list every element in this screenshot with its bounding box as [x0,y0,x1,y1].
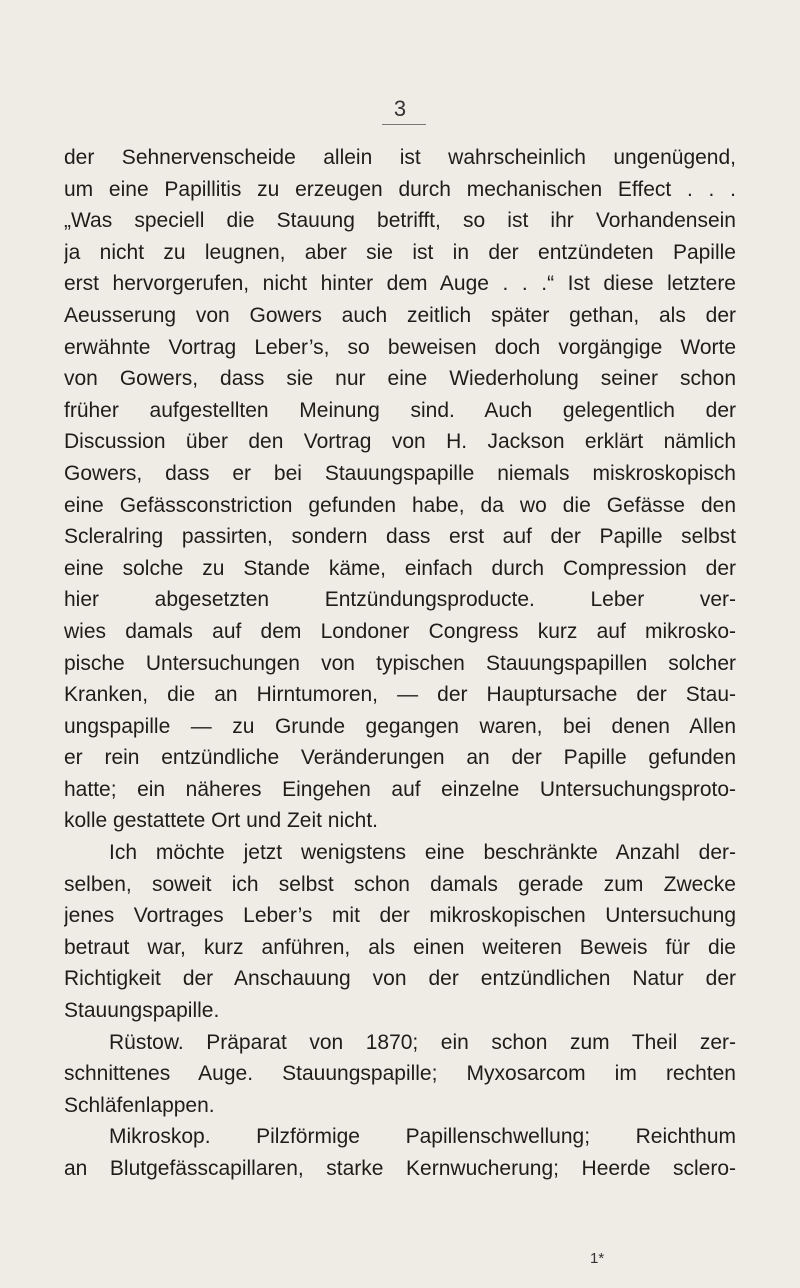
text-line: Aeusserung von Gowers auch zeitlich später gethan, als der [64,303,736,327]
text-line: „Was speciell die Stauung betrifft, so ist ihr Vorhandensein [64,209,736,233]
body-text [64,142,736,1185]
text-line: erst hervorgerufen, nicht hinter dem Auge . . .“ Ist diese letztere [64,272,736,296]
text-line: an Blutgefässcapillaren, starke Kernwucherung; Heerde sclero- [64,1157,736,1180]
text-line: wies damals auf dem Londoner Congress kurz auf mikrosko- [64,619,736,643]
text-line: Scleralring passirten, sondern dass erst auf der Papille selbst [64,525,736,549]
text-line: früher aufgestellten Meinung sind. Auch gelegentlich der [64,398,736,422]
text-line: der Sehnervenscheide allein ist wahrscheinlich ungenügend, [64,146,736,169]
text-line: ungspapille — zu Grunde gegangen waren, bei denen Allen [64,714,736,738]
text-line: er rein entzündliche Veränderungen an der Papille gefunden [64,746,736,770]
signature-mark: 1* [590,1250,605,1267]
text-line: von Gowers, dass sie nur eine Wiederholung seiner schon [64,367,736,391]
text-line: Richtigkeit der Anschauung von der entzündlichen Natur der [64,967,736,991]
text-line: Schläfenlappen. [64,1093,215,1117]
text-line: Kranken, die an Hirntumoren, — der Hauptursache der Stau- [64,683,736,707]
text-line: Rüstow. Präparat von 1870; ein schon zum Theil zer- [109,1030,736,1054]
text-line: Ich möchte jetzt wenigstens eine beschränkte Anzahl der- [109,841,736,865]
header-rule [382,124,426,125]
text-line: ja nicht zu leugnen, aber sie ist in der entzündeten Papille [64,240,736,264]
text-line: Mikroskop. Pilzförmige Papillenschwellung; Reichthum [109,1125,736,1149]
text-line: hatte; ein näheres Eingehen auf einzelne Untersuchungsproto- [64,777,736,801]
text-line: schnittenes Auge. Stauungspapille; Myxosarcom im rechten [64,1062,736,1086]
text-line: Gowers, dass er bei Stauungspapille niemals miskroskopisch [64,461,736,485]
text-line: betraut war, kurz anführen, als einen weiteren Beweis für die [64,935,736,959]
text-line: kolle gestattete Ort und Zeit nicht. [64,809,378,833]
text-line: um eine Papillitis zu erzeugen durch mechanischen Effect . . . [64,177,736,201]
text-line: selben, soweit ich selbst schon damals gerade zum Zwecke [64,872,736,896]
text-line: Stauungspapille. [64,999,220,1023]
text-line: pische Untersuchungen von typischen Stauungspapillen solcher [64,651,736,675]
text-line: eine solche zu Stande käme, einfach durch Compression der [64,556,736,580]
text-line: erwähnte Vortrag Leber’s, so beweisen doch vorgängige Worte [64,335,736,359]
text-line: Discussion über den Vortrag von H. Jackson erklärt nämlich [64,430,736,454]
text-line: hier abgesetzten Entzündungsproducte. Leber ver- [64,588,736,612]
text-line: eine Gefässconstriction gefunden habe, da wo die Gefässe den [64,493,736,517]
text-line: jenes Vortrages Leber’s mit der mikroskopischen Untersuchung [64,904,736,928]
page-number: 3 [393,96,407,121]
